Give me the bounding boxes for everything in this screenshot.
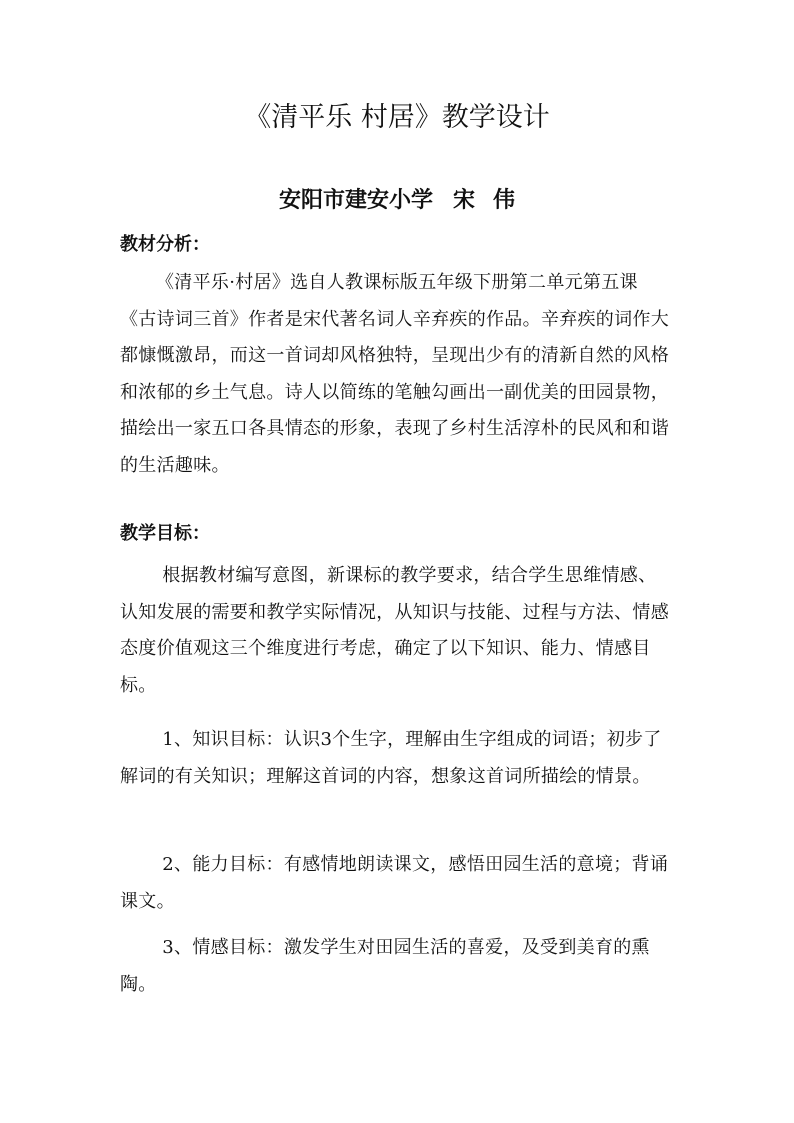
section-heading-analysis: 教材分析：	[120, 234, 210, 255]
paragraph-ability-goal: 2、能力目标：有感情地朗读课文，感悟田园生活的意境；背诵课文。	[120, 854, 669, 912]
paragraph-knowledge-goal: 1、知识目标：认识3个生字，理解由生字组成的词语；初步了解词的有关知识；理解这首词的内容，想象这首词所描绘的情景。	[120, 729, 662, 787]
section-heading-objectives: 教学目标：	[120, 523, 210, 544]
author-name-first: 宋	[452, 187, 475, 213]
paragraph-emotion-goal: 3、情感目标：激发学生对田园生活的喜爱，及受到美育的熏陶。	[120, 937, 650, 995]
author-name-last: 伟	[493, 187, 516, 213]
paragraph-analysis: 《清平乐·村居》选自人教课标版五年级下册第二单元第五课《古诗词三首》作者是宋代著名词人辛弃疾的作品。辛弃疾的词作大都慷慨激昂，而这一首词却风格独特，呈现出少有的清新自然的风格和浓郁的乡土气息。诗人以简练的笔触勾画出一副优美的田园景物，描绘出一家五口各具情态的形象，表现了乡村生活淳朴的民风和和谐的生活趣味。	[120, 272, 669, 476]
author-line	[0, 183, 794, 217]
document-title: 《清平乐 村居》教学设计	[244, 102, 550, 133]
author-school: 安阳市建安小学	[278, 187, 433, 213]
paragraph-objectives-intro: 根据教材编写意图，新课标的教学要求，结合学生思维情感、认知发展的需要和教学实际情况，从知识与技能、过程与方法、情感态度价值观这三个维度进行考虑，确定了以下知识、能力、情感目标。	[120, 565, 669, 696]
